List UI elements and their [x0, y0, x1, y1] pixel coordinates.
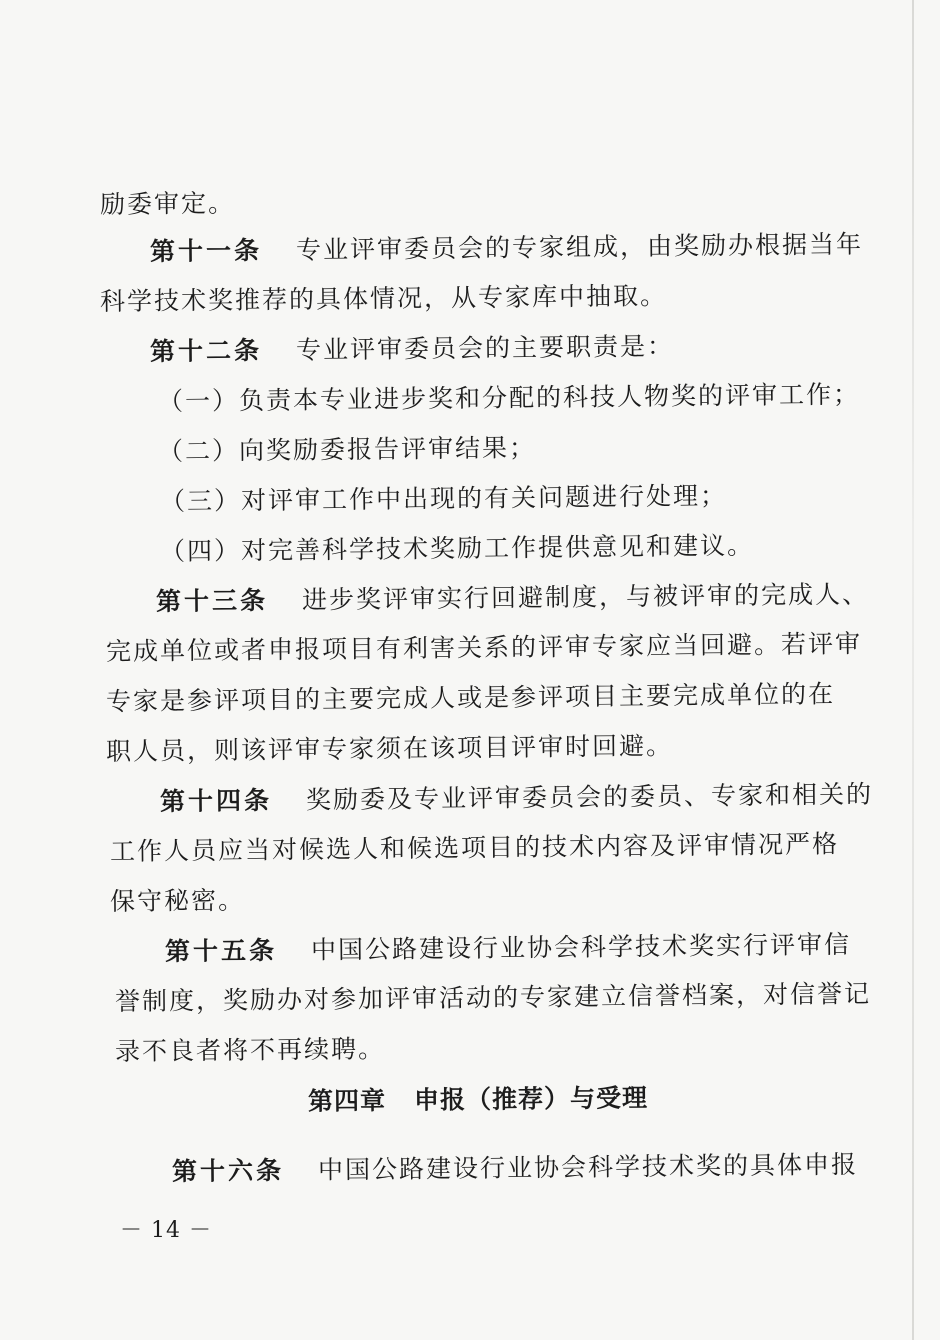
- article-16: [172, 1145, 858, 1188]
- paragraph-line: 保守秘密。: [109, 885, 246, 916]
- article-title: 第十二条: [149, 335, 263, 366]
- article-14: [160, 775, 873, 818]
- paragraph-line: 科学技术奖推荐的具体情况，从专家库中抽取。: [99, 281, 668, 316]
- paragraph-line: 誉制度，奖励办对参加评审活动的专家建立信誉档案，对信誉记: [114, 979, 872, 1016]
- article-text: 奖励委及专业评审委员会的委员、专家和相关的: [305, 779, 874, 815]
- paragraph-line: 录不良者将不再续聘。: [114, 1034, 386, 1066]
- article-12: [150, 327, 674, 368]
- chapter-heading: [308, 1078, 648, 1118]
- article-text: 专业评审委员会的专家组成，由奖励办根据当年: [295, 229, 864, 265]
- chapter-number: 第四章: [307, 1085, 387, 1116]
- paragraph-line: 完成单位或者申报项目有利害关系的评审专家应当回避。若评审: [105, 629, 863, 666]
- article-title: 第十三条: [155, 585, 269, 616]
- paragraph-line: 职人员，则该评审专家须在该项目评审时回避。: [105, 731, 674, 766]
- list-item: （二）向奖励委报告评审结果；: [157, 433, 537, 466]
- article-title: 第十五条: [164, 935, 278, 966]
- article-15: [165, 925, 851, 968]
- article-11: [150, 225, 863, 268]
- page-number: － 14 －: [120, 1218, 212, 1243]
- chapter-title: 申报（推荐）与受理: [413, 1083, 649, 1115]
- article-text: 中国公路建设行业协会科学技术奖实行评审信: [310, 929, 852, 965]
- list-item: （三）对评审工作中出现的有关问题进行处理；: [159, 481, 728, 516]
- list-item: （一）负责本专业进步奖和分配的科技人物奖的评审工作；: [157, 379, 861, 416]
- list-item: （四）对完善科学技术奖励工作提供意见和建议。: [159, 530, 755, 566]
- article-title: 第十六条: [171, 1155, 285, 1186]
- article-text: 专业评审委员会的主要职责是：: [295, 331, 675, 365]
- article-text: 进步奖评审实行回避制度，与被评审的完成人、: [301, 579, 870, 615]
- paragraph-line: 工作人员应当对候选人和候选项目的技术内容及评审情况严格: [109, 829, 840, 866]
- article-title: 第十一条: [149, 235, 263, 266]
- paragraph-line: 专家是参评项目的主要完成人或是参评项目主要完成单位的在: [105, 679, 836, 716]
- article-title: 第十四条: [159, 785, 273, 816]
- article-13: [156, 575, 869, 618]
- paragraph-line: 励委审定。: [99, 188, 236, 219]
- article-text: 中国公路建设行业协会科学技术奖的具体申报: [317, 1149, 859, 1185]
